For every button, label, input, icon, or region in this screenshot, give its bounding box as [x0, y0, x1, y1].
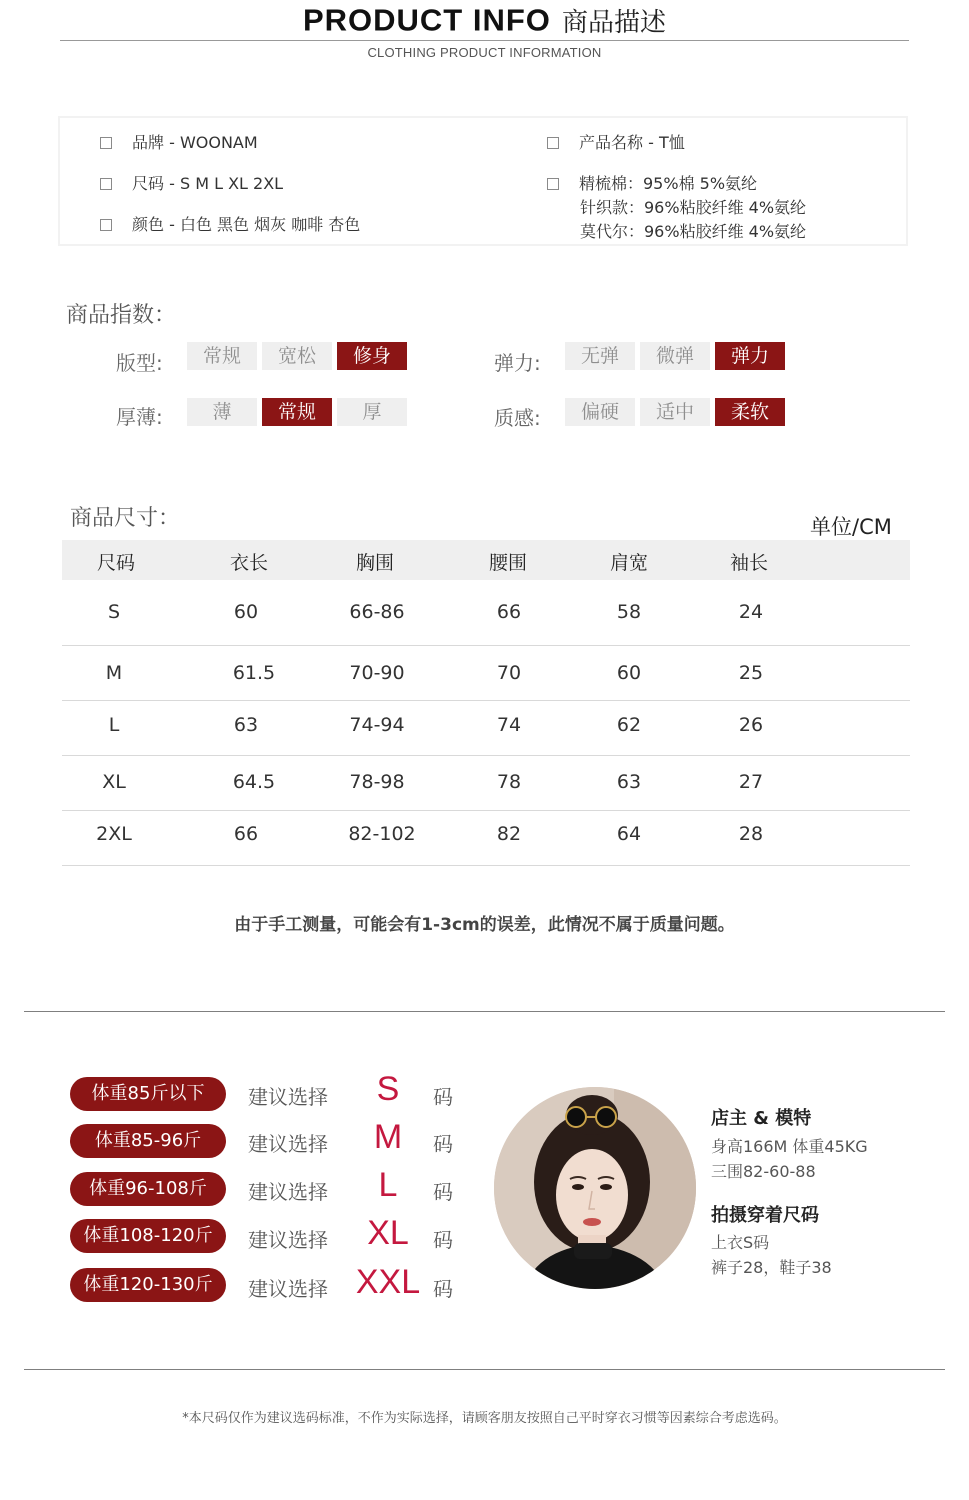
wear-size-top: 上衣S码 [711, 1233, 770, 1252]
checkbox-icon [547, 137, 559, 149]
table-header-cell: 胸围 [355, 552, 394, 574]
table-cell: XL [102, 771, 126, 793]
info-material-3: 莫代尔：96%粘胶纤维 4%氨纶 [580, 222, 807, 241]
recommend-size: S [376, 1070, 400, 1108]
size-heading: 商品尺寸： [70, 506, 181, 531]
table-cell: 70 [496, 662, 522, 684]
recommend-unit: 码 [433, 1085, 453, 1109]
info-name [547, 130, 685, 153]
info-color-text: 颜色 - 白色 黑色 烟灰 咖啡 杏色 [132, 215, 361, 234]
recommend-unit: 码 [433, 1180, 453, 1204]
table-header-cell: 尺码 [96, 552, 135, 574]
table-cell: 66 [496, 601, 522, 623]
fit-label: 版型: [116, 351, 163, 375]
info-material-1: 精梳棉：95%棉 5%氨纶 [579, 174, 758, 193]
table-cell: 26 [738, 714, 764, 736]
info-brand [100, 130, 258, 153]
texture-option-hard: 偏硬 [565, 398, 635, 426]
info-size [100, 171, 283, 194]
section-divider [24, 1011, 945, 1012]
elastic-option-stretch-selected: 弹力 [715, 342, 785, 370]
row-divider [62, 700, 910, 701]
recommend-unit: 码 [433, 1228, 453, 1252]
texture-label: 质感: [494, 406, 541, 430]
table-cell: 27 [738, 771, 764, 793]
thickness-option-thick: 厚 [337, 398, 407, 426]
table-header-cell: 肩宽 [609, 552, 648, 574]
next-section-cutoff [300, 1492, 660, 1500]
model-portrait-illustration [494, 1087, 696, 1289]
recommend-size: L [378, 1166, 398, 1204]
row-divider [62, 755, 910, 756]
recommend-text: 建议选择 [248, 1180, 328, 1204]
section-divider [24, 1369, 945, 1370]
table-cell: 25 [738, 662, 764, 684]
page-subtitle: CLOTHING PRODUCT INFORMATION [367, 45, 602, 60]
table-cell: 64 [616, 823, 642, 845]
model-measurements: 三围82-60-88 [711, 1162, 816, 1181]
info-name-text: 产品名称 - T恤 [579, 133, 685, 152]
table-cell: 60 [233, 601, 259, 623]
recommend-unit: 码 [433, 1132, 453, 1156]
checkbox-icon [547, 178, 559, 190]
table-cell: 70-90 [349, 662, 405, 684]
title-english: PRODUCT INFO [302, 2, 551, 38]
table-cell: 74-94 [349, 714, 405, 736]
recommend-text: 建议选择 [248, 1228, 328, 1252]
checkbox-icon [100, 178, 112, 190]
weight-pill: 体重85-96斤 [70, 1124, 226, 1158]
table-cell: 2XL [96, 823, 132, 845]
table-cell: M [105, 662, 123, 684]
wear-size-bottom: 裤子28，鞋子38 [711, 1258, 832, 1277]
table-cell: 64.5 [232, 771, 276, 793]
table-cell: 24 [738, 601, 764, 623]
info-material-2: 针织款：96%粘胶纤维 4%氨纶 [580, 198, 807, 217]
table-cell: 63 [233, 714, 259, 736]
fit-option-slim-selected: 修身 [337, 342, 407, 370]
info-color [100, 212, 360, 235]
fit-option-regular: 常规 [187, 342, 257, 370]
table-cell: 78 [496, 771, 522, 793]
table-header-cell: 腰围 [488, 552, 527, 574]
texture-option-soft-selected: 柔软 [715, 398, 785, 426]
weight-pill: 体重85斤以下 [70, 1077, 226, 1111]
weight-pill: 体重120-130斤 [70, 1268, 226, 1302]
checkbox-icon [100, 137, 112, 149]
table-cell: 66 [233, 823, 259, 845]
weight-pill: 体重108-120斤 [70, 1219, 226, 1253]
measurement-note: 由于手工测量，可能会有1-3cm的误差，此情况不属于质量问题。 [234, 915, 735, 935]
elastic-label: 弹力: [494, 351, 541, 375]
table-cell: 60 [616, 662, 642, 684]
page-title [0, 2, 969, 39]
table-header-cell: 衣长 [229, 552, 268, 574]
row-divider [62, 645, 910, 646]
model-heading: 店主 & 模特 [711, 1108, 812, 1129]
recommend-text: 建议选择 [248, 1132, 328, 1156]
title-divider [60, 40, 909, 41]
checkbox-icon [100, 219, 112, 231]
model-height-weight: 身高166M 体重45KG [711, 1137, 868, 1156]
info-material [547, 171, 757, 194]
recommend-text: 建议选择 [248, 1277, 328, 1301]
row-divider [62, 865, 910, 866]
thickness-label: 厚薄: [116, 405, 163, 429]
table-cell: 62 [616, 714, 642, 736]
table-header-cell: 袖长 [729, 552, 768, 574]
fit-option-loose: 宽松 [262, 342, 332, 370]
info-size-text: 尺码 - S M L XL 2XL [132, 174, 284, 193]
table-cell: 78-98 [349, 771, 405, 793]
recommend-text: 建议选择 [248, 1085, 328, 1109]
model-photo [494, 1087, 696, 1289]
table-cell: 82 [496, 823, 522, 845]
table-cell: S [107, 601, 121, 623]
table-cell: 74 [496, 714, 522, 736]
table-cell: 66-86 [349, 601, 405, 623]
recommend-size: M [373, 1118, 403, 1156]
recommend-size: XXL [355, 1263, 421, 1301]
recommend-size: XL [367, 1214, 409, 1252]
table-cell: 28 [738, 823, 764, 845]
info-brand-text: 品牌 - WOONAM [132, 133, 258, 152]
table-cell: 82-102 [348, 823, 416, 845]
thickness-option-thin: 薄 [187, 398, 257, 426]
elastic-option-none: 无弹 [565, 342, 635, 370]
row-divider [62, 810, 910, 811]
index-heading: 商品指数： [66, 303, 177, 328]
table-cell: 58 [616, 601, 642, 623]
elastic-option-slight: 微弹 [640, 342, 710, 370]
thickness-option-regular-selected: 常规 [262, 398, 332, 426]
table-cell: 61.5 [232, 662, 276, 684]
wear-size-heading: 拍摄穿着尺码 [711, 1205, 819, 1226]
texture-option-medium: 适中 [640, 398, 710, 426]
weight-pill: 体重96-108斤 [70, 1172, 226, 1206]
footer-note: *本尺码仅作为建议选码标准，不作为实际选择，请顾客朋友按照自己平时穿衣习惯等因素综合考虑选码。 [182, 1411, 787, 1426]
table-cell: L [108, 714, 120, 736]
title-chinese: 商品描述 [562, 8, 667, 38]
recommend-unit: 码 [433, 1277, 453, 1301]
size-unit: 单位/CM [810, 515, 892, 539]
table-cell: 63 [616, 771, 642, 793]
